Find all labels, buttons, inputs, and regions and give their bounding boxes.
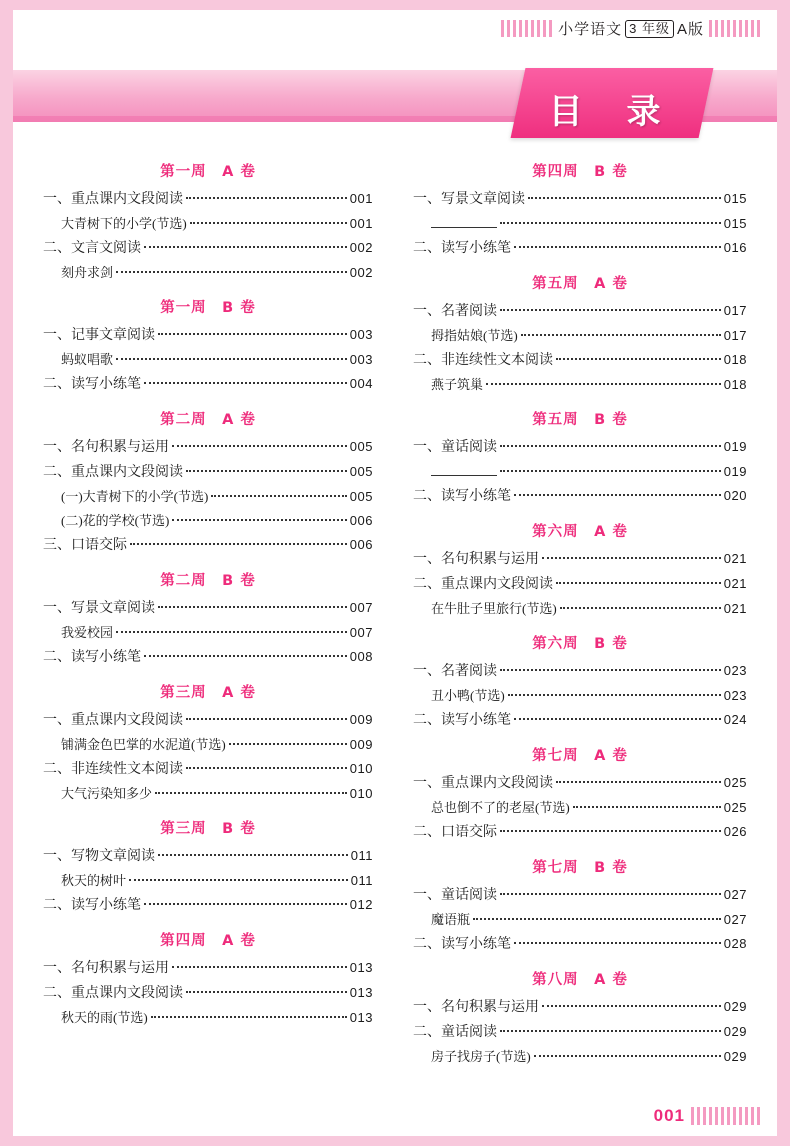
leader-dots bbox=[172, 519, 346, 521]
toc-entry-page: 007 bbox=[349, 600, 373, 615]
toc-entry-label: 铺满金色巴掌的水泥道(节选) bbox=[61, 737, 226, 752]
toc-entry-label: 二、重点课内文段阅读 bbox=[43, 465, 183, 480]
toc-entry-label bbox=[431, 214, 497, 228]
leader-dots bbox=[129, 879, 348, 881]
leader-dots bbox=[186, 718, 347, 720]
toc-entry[interactable] bbox=[413, 485, 747, 507]
leader-dots bbox=[473, 918, 721, 920]
toc-entry[interactable] bbox=[413, 1021, 747, 1043]
toc-entry-label: 丑小鸭(节选) bbox=[431, 688, 505, 703]
toc-entry-page: 001 bbox=[349, 191, 373, 206]
toc-entry-label: 二、读写小练笔 bbox=[413, 713, 511, 728]
toc-entry-page: 029 bbox=[723, 1049, 747, 1064]
leader-dots bbox=[508, 694, 721, 696]
leader-dots bbox=[158, 606, 347, 608]
toc-entry-page: 001 bbox=[349, 216, 373, 231]
toc-entry-label: 一、名句积累与运用 bbox=[43, 961, 169, 976]
toc-entry-page: 004 bbox=[349, 376, 373, 391]
page-number: 001 bbox=[653, 1106, 685, 1125]
toc-entry-page: 027 bbox=[723, 887, 747, 902]
week-heading: 第七周 A 卷 bbox=[532, 748, 628, 764]
leader-dots bbox=[144, 246, 347, 248]
week-heading: 第三周 B 卷 bbox=[160, 821, 256, 837]
toc-entry[interactable] bbox=[43, 894, 373, 916]
toc-entry-page: 009 bbox=[349, 712, 373, 727]
toc-entry[interactable] bbox=[43, 646, 373, 668]
toc-entry-page: 005 bbox=[349, 439, 373, 454]
toc-entry-page: 007 bbox=[349, 625, 373, 640]
toc-entry-page: 013 bbox=[349, 985, 373, 1000]
leader-dots bbox=[500, 222, 721, 224]
toc-entry[interactable] bbox=[43, 510, 373, 531]
leader-dots bbox=[186, 470, 347, 472]
header-edition: A版 bbox=[676, 21, 704, 38]
toc-entry-page: 019 bbox=[723, 464, 747, 479]
toc-entry-label: 秋天的树叶 bbox=[61, 873, 127, 888]
toc-entry[interactable] bbox=[413, 548, 747, 570]
week-heading: 第四周 B 卷 bbox=[532, 164, 628, 180]
toc-entry-page: 029 bbox=[723, 999, 747, 1014]
toc-entry-label: 一、名句积累与运用 bbox=[413, 552, 539, 567]
leader-dots bbox=[500, 893, 721, 895]
toc-entry-page: 019 bbox=[723, 439, 747, 454]
toc-entry[interactable] bbox=[43, 349, 373, 370]
hatch-decoration-icon-2 bbox=[709, 20, 761, 37]
leader-dots bbox=[500, 309, 721, 311]
toc-entry[interactable] bbox=[413, 213, 747, 234]
hatch-decoration-icon bbox=[501, 20, 553, 37]
toc-entry-label: 燕子筑巢 bbox=[431, 377, 484, 392]
toc-entry-label: 一、重点课内文段阅读 bbox=[413, 776, 553, 791]
week-heading: 第六周 B 卷 bbox=[532, 636, 628, 652]
toc-entry[interactable] bbox=[43, 957, 373, 979]
toc-entry-page: 023 bbox=[723, 663, 747, 678]
toc-entry[interactable] bbox=[43, 262, 373, 283]
toc-entry-page: 013 bbox=[349, 1010, 373, 1025]
leader-dots bbox=[158, 854, 348, 856]
toc-entry-label: 二、非连续性文本阅读 bbox=[413, 353, 553, 368]
leader-dots bbox=[542, 557, 721, 559]
week-heading: 第一周 A 卷 bbox=[160, 164, 256, 180]
toc-entry-page: 002 bbox=[349, 240, 373, 255]
toc-entry-label: 一、记事文章阅读 bbox=[43, 328, 155, 343]
toc-entry-page: 013 bbox=[349, 960, 373, 975]
toc-entry-page: 017 bbox=[723, 303, 747, 318]
leader-dots bbox=[155, 792, 347, 794]
toc-entry[interactable] bbox=[43, 534, 373, 556]
toc-entry-page: 011 bbox=[350, 848, 373, 863]
toc-entry[interactable] bbox=[43, 758, 373, 780]
toc-entry-label: 拇指姑娘(节选) bbox=[431, 328, 518, 343]
toc-entry[interactable] bbox=[413, 772, 747, 794]
toc-entry-label: 三、口语交际 bbox=[43, 538, 127, 553]
leader-dots bbox=[500, 445, 721, 447]
leader-dots bbox=[514, 942, 721, 944]
toc-entry[interactable] bbox=[413, 325, 747, 346]
toc-entry-page: 010 bbox=[349, 761, 373, 776]
leader-dots bbox=[514, 718, 721, 720]
toc-entry[interactable] bbox=[43, 486, 373, 507]
toc-entry-page: 025 bbox=[723, 800, 747, 815]
header-subject: 小学语文 bbox=[558, 21, 623, 38]
toc-entry-label: 蚂蚁唱歌 bbox=[61, 352, 114, 367]
toc-entry[interactable] bbox=[43, 734, 373, 755]
toc-entry[interactable] bbox=[43, 709, 373, 731]
toc-entry[interactable] bbox=[43, 436, 373, 458]
leader-dots bbox=[521, 334, 721, 336]
toc-entry-label: 二、读写小练笔 bbox=[43, 898, 141, 913]
toc-entry-page: 008 bbox=[349, 649, 373, 664]
toc-entry-label: 二、文言文阅读 bbox=[43, 241, 141, 256]
toc-entry[interactable] bbox=[413, 461, 747, 482]
toc-entry-label: 大青树下的小学(节选) bbox=[61, 216, 187, 231]
toc-entry-label: 大气污染知多少 bbox=[61, 786, 153, 801]
leader-dots bbox=[556, 781, 721, 783]
toc-entry-page: 012 bbox=[349, 897, 373, 912]
toc-entry-page: 005 bbox=[349, 464, 373, 479]
toc-entry[interactable] bbox=[43, 845, 373, 867]
toc-entry[interactable] bbox=[43, 597, 373, 619]
toc-entry-page: 025 bbox=[723, 775, 747, 790]
footer-hatch-icon bbox=[691, 1107, 761, 1125]
toc-entry-label: 二、童话阅读 bbox=[413, 1025, 497, 1040]
leader-dots bbox=[130, 543, 347, 545]
toc-entry-label: 秋天的雨(节选) bbox=[61, 1010, 148, 1025]
toc-entry[interactable] bbox=[413, 821, 747, 843]
leader-dots bbox=[500, 470, 721, 472]
leader-dots bbox=[500, 830, 721, 832]
leader-dots bbox=[229, 743, 347, 745]
toc-entry-label: 二、读写小练笔 bbox=[413, 937, 511, 952]
toc-entry[interactable] bbox=[413, 660, 747, 682]
page-title bbox=[511, 68, 714, 138]
toc-entry[interactable] bbox=[413, 996, 747, 1018]
leader-dots bbox=[186, 991, 347, 993]
toc-column-right bbox=[395, 160, 777, 1070]
toc-entry-page: 023 bbox=[723, 688, 747, 703]
toc-entry-label: 一、名句积累与运用 bbox=[413, 1000, 539, 1015]
toc-entry-label: 一、童话阅读 bbox=[413, 888, 497, 903]
toc-entry[interactable] bbox=[43, 622, 373, 643]
toc-entry-page: 005 bbox=[349, 489, 373, 504]
toc-entry[interactable] bbox=[43, 373, 373, 395]
toc-entry[interactable] bbox=[413, 374, 747, 395]
toc-entry[interactable] bbox=[43, 870, 373, 891]
toc-entry-page: 027 bbox=[723, 912, 747, 927]
week-heading: 第七周 B 卷 bbox=[532, 860, 628, 876]
toc-entry-page: 029 bbox=[723, 1024, 747, 1039]
toc-entry-label: 一、重点课内文段阅读 bbox=[43, 713, 183, 728]
toc-entry-page: 026 bbox=[723, 824, 747, 839]
toc-entry[interactable] bbox=[413, 573, 747, 595]
toc-columns bbox=[13, 160, 777, 1070]
toc-entry-page: 009 bbox=[349, 737, 373, 752]
toc-entry-page: 015 bbox=[723, 216, 747, 231]
leader-dots bbox=[116, 271, 347, 273]
toc-entry[interactable] bbox=[43, 1007, 373, 1028]
week-heading: 第二周 A 卷 bbox=[160, 412, 256, 428]
page-header bbox=[501, 18, 761, 39]
toc-entry-label: 二、读写小练笔 bbox=[413, 489, 511, 504]
leader-dots bbox=[500, 669, 721, 671]
leader-dots bbox=[158, 333, 347, 335]
toc-entry[interactable] bbox=[413, 1046, 747, 1067]
leader-dots bbox=[172, 445, 347, 447]
toc-entry[interactable] bbox=[413, 909, 747, 930]
toc-entry[interactable] bbox=[43, 461, 373, 483]
leader-dots bbox=[573, 806, 721, 808]
toc-entry-label: 一、重点课内文段阅读 bbox=[43, 192, 183, 207]
toc-entry-page: 028 bbox=[723, 936, 747, 951]
toc-entry-page: 020 bbox=[723, 488, 747, 503]
toc-entry[interactable] bbox=[413, 598, 747, 619]
toc-entry[interactable] bbox=[43, 783, 373, 804]
toc-entry-label: 魔语瓶 bbox=[431, 912, 471, 927]
toc-entry[interactable] bbox=[43, 982, 373, 1004]
toc-entry-page: 024 bbox=[723, 712, 747, 727]
page-footer bbox=[654, 1106, 761, 1126]
leader-dots bbox=[514, 246, 721, 248]
toc-entry-label: 总也倒不了的老屋(节选) bbox=[431, 800, 570, 815]
toc-entry[interactable] bbox=[43, 188, 373, 210]
toc-entry-page: 021 bbox=[723, 551, 747, 566]
toc-entry[interactable] bbox=[43, 324, 373, 346]
toc-entry-label: 二、非连续性文本阅读 bbox=[43, 762, 183, 777]
week-heading: 第一周 B 卷 bbox=[160, 300, 256, 316]
toc-entry[interactable] bbox=[413, 884, 747, 906]
toc-entry[interactable] bbox=[413, 436, 747, 458]
toc-entry-label: 刻舟求剑 bbox=[61, 265, 114, 280]
leader-dots bbox=[172, 966, 347, 968]
toc-entry-label: 二、重点课内文段阅读 bbox=[43, 986, 183, 1001]
toc-entry-page: 006 bbox=[349, 513, 373, 528]
week-heading: 第五周 B 卷 bbox=[532, 412, 628, 428]
week-heading: 第五周 A 卷 bbox=[532, 276, 628, 292]
toc-entry-page: 018 bbox=[723, 377, 747, 392]
toc-entry[interactable] bbox=[43, 213, 373, 234]
week-heading: 第六周 A 卷 bbox=[532, 524, 628, 540]
header-title bbox=[558, 18, 704, 39]
header-grade: 3 年级 bbox=[625, 20, 674, 38]
leader-dots bbox=[116, 631, 347, 633]
leader-dots bbox=[190, 222, 347, 224]
leader-dots bbox=[144, 655, 347, 657]
page-content bbox=[13, 10, 777, 1136]
toc-entry-label: 一、写景文章阅读 bbox=[43, 601, 155, 616]
toc-column-left bbox=[13, 160, 395, 1070]
toc-entry-label: 房子找房子(节选) bbox=[431, 1049, 531, 1064]
toc-entry-label bbox=[431, 462, 497, 476]
leader-dots bbox=[211, 495, 346, 497]
leader-dots bbox=[186, 197, 347, 199]
leader-dots bbox=[144, 903, 347, 905]
toc-entry-label: 在牛肚子里旅行(节选) bbox=[431, 601, 557, 616]
toc-entry[interactable] bbox=[413, 797, 747, 818]
toc-entry[interactable] bbox=[413, 685, 747, 706]
week-heading: 第四周 A 卷 bbox=[160, 933, 256, 949]
toc-entry[interactable] bbox=[413, 933, 747, 955]
toc-entry-label: 一、名句积累与运用 bbox=[43, 440, 169, 455]
toc-entry[interactable] bbox=[413, 709, 747, 731]
toc-entry[interactable] bbox=[413, 300, 747, 322]
toc-entry-label: 二、重点课内文段阅读 bbox=[413, 577, 553, 592]
leader-dots bbox=[144, 382, 347, 384]
leader-dots bbox=[534, 1055, 721, 1057]
toc-entry-page: 006 bbox=[349, 537, 373, 552]
leader-dots bbox=[500, 1030, 721, 1032]
toc-entry-label: 我爱校园 bbox=[61, 625, 114, 640]
toc-entry-label: 一、写物文章阅读 bbox=[43, 849, 155, 864]
toc-entry-page: 018 bbox=[723, 352, 747, 367]
week-heading: 第八周 A 卷 bbox=[532, 972, 628, 988]
toc-entry-label: 二、读写小练笔 bbox=[413, 241, 511, 256]
leader-dots bbox=[528, 197, 721, 199]
toc-entry[interactable] bbox=[43, 237, 373, 259]
leader-dots bbox=[560, 607, 721, 609]
toc-entry-label: (一)大青树下的小学(节选) bbox=[61, 489, 209, 504]
toc-entry-page: 021 bbox=[723, 601, 747, 616]
leader-dots bbox=[186, 767, 347, 769]
week-heading: 第二周 B 卷 bbox=[160, 573, 256, 589]
week-heading: 第三周 A 卷 bbox=[160, 685, 256, 701]
leader-dots bbox=[151, 1016, 347, 1018]
toc-entry-page: 002 bbox=[349, 265, 373, 280]
toc-entry[interactable] bbox=[413, 188, 747, 210]
toc-entry-label: 一、写景文章阅读 bbox=[413, 192, 525, 207]
leader-dots bbox=[542, 1005, 721, 1007]
leader-dots bbox=[514, 494, 721, 496]
toc-entry-page: 021 bbox=[723, 576, 747, 591]
toc-entry[interactable] bbox=[413, 349, 747, 371]
toc-entry-page: 016 bbox=[723, 240, 747, 255]
toc-entry-label: 一、童话阅读 bbox=[413, 440, 497, 455]
toc-entry-page: 015 bbox=[723, 191, 747, 206]
toc-entry-label: 二、读写小练笔 bbox=[43, 377, 141, 392]
toc-entry-label: 一、名著阅读 bbox=[413, 664, 497, 679]
toc-entry[interactable] bbox=[413, 237, 747, 259]
toc-entry-label: 一、名著阅读 bbox=[413, 304, 497, 319]
toc-entry-label: (二)花的学校(节选) bbox=[61, 513, 170, 528]
leader-dots bbox=[486, 383, 721, 385]
leader-dots bbox=[556, 582, 721, 584]
toc-entry-page: 011 bbox=[350, 873, 373, 888]
toc-entry-page: 003 bbox=[349, 352, 373, 367]
toc-entry-label: 二、口语交际 bbox=[413, 825, 497, 840]
toc-entry-page: 003 bbox=[349, 327, 373, 342]
leader-dots bbox=[116, 358, 347, 360]
toc-entry-page: 017 bbox=[723, 328, 747, 343]
toc-entry-label: 二、读写小练笔 bbox=[43, 650, 141, 665]
page-title-text: 目 录 bbox=[548, 92, 677, 132]
toc-entry-page: 010 bbox=[349, 786, 373, 801]
leader-dots bbox=[556, 358, 721, 360]
